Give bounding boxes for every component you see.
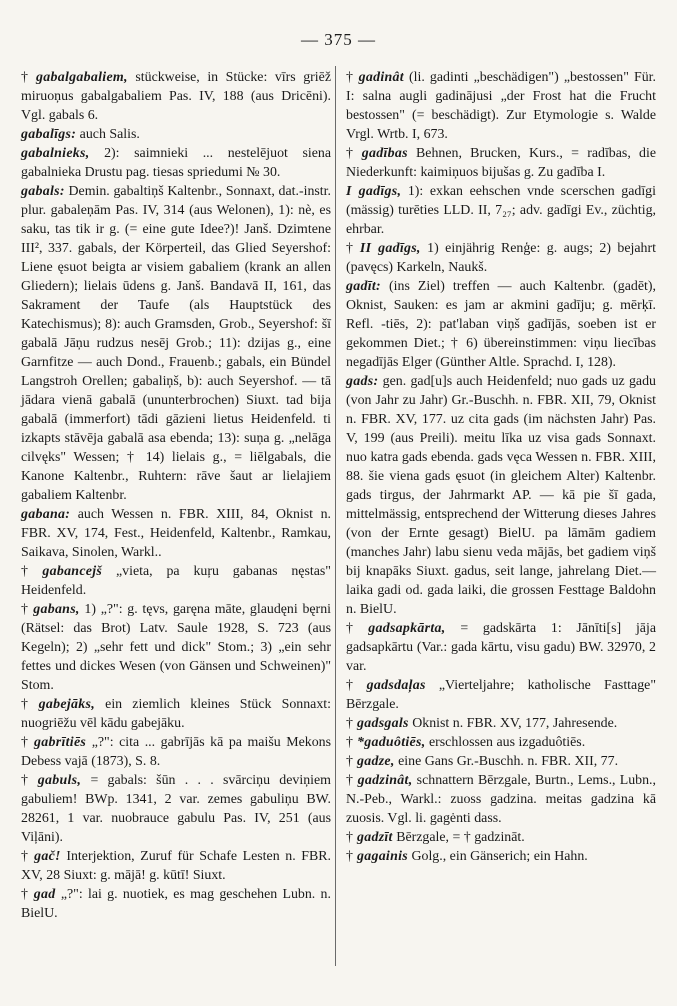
column-divider: [335, 66, 336, 966]
dagger-mark: †: [346, 754, 353, 769]
dagger-mark: †: [346, 146, 358, 161]
entry-body: Interjektion, Zuruf für Schafe Lesten n. FBR. XV, 28 Siuxt: g. mājā! g. kūtī! Siuxt.: [21, 849, 331, 883]
entry-body: „?": lai g. nuotiek, es mag geschehen Lubn. n. BielU.: [21, 887, 331, 921]
entry-headword: *gaduôtiēs,: [356, 735, 426, 750]
dictionary-entry: [346, 733, 656, 752]
dictionary-entry: [21, 771, 331, 847]
entry-body: gen. gad[u]s auch Heidenfeld; nuo gads uz gadu (von Jahr zu Jahr) Gr.-Buschh. n. FBR. XII, 79, Oknist n. FBR. XV, 177. uz cita gads (im nächsten Jahr) Pas. V, 199 (aus Preili). meitu līka uz visa gads Sonnaxt. nuo katra gads ebenda. gads vęca Wessen n. FBR. XIII, 88. šie viena gads ęsuot (in gleichem Alter) Kaltenbr. gads tirgus, der Jahrmarkt AP. — kā pie šī gada, mittelmässig, entsprechend der Witterung dieses Jahres (von der Ernte gesagt) BielU. pa lāmām gadiem (manches Jahr) labu sienu veda mājās, bet gadiem viņš bij knapāks Siuxt. gadus, seit lange, jahrelang Diet.— laika gadi od. gada laiki, die grossen Festtage Baldohn n. BielU.: [346, 374, 656, 617]
dagger-mark: †: [346, 830, 353, 845]
entry-headword: gač!: [34, 849, 61, 864]
entry-headword: gabancejš: [42, 564, 103, 579]
dictionary-entry: [346, 372, 656, 619]
entry-headword: gadīt:: [346, 279, 381, 294]
entry-headword: gabalīgs:: [21, 127, 77, 142]
dagger-mark: †: [21, 70, 33, 85]
entry-body: 1): exkan eehschen vnde scerschen gadīgi (mässig) turēties LLD. II, 7₂₇; adv. gadīgi Ev., züchtig, ehrbar.: [346, 184, 656, 237]
dictionary-entry: [21, 885, 331, 923]
entry-body: = gadskārta 1: Jānīti[s] jāja gadsapkārtu (Var.: gada kārtu, visu gadu) BW. 32970, 2 var.: [346, 621, 656, 674]
dagger-mark: †: [346, 735, 353, 750]
entry-headword: gad: [33, 887, 56, 902]
entry-body: Demin. gabaltiņš Kaltenbr., Sonnaxt, dat.-instr. plur. gabaleņām Pas. IV, 314 (aus Welonen), 1): nè, es saku, tas tik ir g. (= eine gute Idee?)! Janš. Dzimtene III², 337. gabals, der Körperteil, das Glied Seyershof: Liene ęsuot beigta ar visiem gabaliem (krank an allen Gliedern); lielais ūdens g. Janš. Bandavā II, 161, das Sakrament der Taufe (als Hauptstück des Katechismus); 8): auch Gramsden, Grob., Seyershof: šī gabalā Jāņu rudzus nesēj Grob.; 11): dzijas g., eine Garnfitze — auch Dond., Frauenb.; gabals, ein Bündel Langstroh Orellen; gabaliņš, b): auch Seyershof. — tā jādara vienā gabalā (ununterbrochen) Siuxt. tad bija gabalā (immerfort) tādi gāzieni lietus Heidenfeld. ti izkapts stāvēja gabalā asa ebenda; 13): suņa g. „nelāga cilvęks" Wessen; † 14) lielais g., = liēlgabals, die Kanone Kaltenbr., Ruhtern: rāve šaut ar lielajiem gabaliem Kaltenbr.: [21, 184, 331, 503]
entry-body: auch Wessen n. FBR. XIII, 84, Oknist n. FBR. XV, 174, Fest., Heidenfeld, Kaltenbr., Ramkau, Saikava, Sinolen, Warkl..: [21, 507, 332, 560]
dagger-mark: †: [346, 621, 365, 636]
entry-body: Behnen, Brucken, Kurs., = radības, die Niederkunft: kaimiņuos bijušas g. Zu gadība I.: [346, 146, 656, 180]
right-column: [346, 68, 656, 866]
dictionary-entry: [21, 695, 331, 733]
entry-body: = gabals: šūn . . . svārciņu deviņiem gabuliem! BWp. 1341, 2 var. zemes gabuliņu BW. 28261, 1 var. nuobrauce gabulu Pas. IV, 251 (aus Viļāni).: [21, 773, 331, 845]
dictionary-entry: [21, 68, 331, 125]
dictionary-entry: [346, 277, 656, 372]
dictionary-entry: [346, 714, 656, 733]
entry-headword: gabans,: [33, 602, 80, 617]
dagger-mark: †: [346, 716, 353, 731]
entry-headword: gadzīt: [356, 830, 393, 845]
dictionary-entry: [346, 771, 656, 828]
entry-headword: gagainis: [356, 849, 408, 864]
entry-headword: gadzinât,: [357, 773, 413, 788]
entry-body: schnattern Bērzgale, Burtn., Lems., Lubn., N.-Peb., Warkl.: zuoss gadzina. meitas gadzina kā zuosis. Vgl. li. gagėnti dass.: [346, 773, 656, 826]
entry-body: stückweise, in Stücke: vīrs griēž miruoņus gabalgabaliem Pas. IV, 188 (aus Dricēni). Vgl. gabals 6.: [21, 70, 331, 123]
entry-headword: gabals:: [21, 184, 65, 199]
dictionary-entry: [346, 676, 656, 714]
dagger-mark: †: [346, 849, 353, 864]
entry-headword: gadsgals: [356, 716, 409, 731]
entry-headword: gadsapkārta,: [368, 621, 446, 636]
dictionary-entry: [21, 125, 331, 144]
dictionary-entry: [21, 733, 331, 771]
dictionary-entry: [21, 562, 331, 600]
entry-headword: gadinât: [358, 70, 404, 85]
dagger-mark: †: [346, 678, 363, 693]
entry-headword: gabana:: [21, 507, 71, 522]
entry-body: Oknist n. FBR. XV, 177, Jahresende.: [412, 716, 618, 731]
entry-headword: gabuls,: [37, 773, 82, 788]
entry-body: 2): saimnieki ... nestelējuot siena gabalnieka Drustu pag. tiesas spriedumi № 30.: [21, 146, 331, 180]
dagger-mark: †: [21, 773, 34, 788]
entry-body: ein ziemlich kleines Stück Sonnaxt: nuogriēžu vēl kādu gabejāku.: [21, 697, 331, 731]
entry-body: Golg., ein Gänserich; ein Hahn.: [411, 849, 588, 864]
entry-body: eine Gans Gr.-Buschh. n. FBR. XII, 77.: [398, 754, 619, 769]
entry-headword: I gadīgs,: [346, 184, 402, 199]
entry-body: erschlossen aus izgaduôtiēs.: [428, 735, 586, 750]
entry-headword: II gadīgs,: [359, 241, 421, 256]
dagger-mark: †: [21, 887, 30, 902]
dictionary-entry: [346, 619, 656, 676]
page-number: — 375 —: [301, 30, 376, 49]
dictionary-entry: [21, 847, 331, 885]
dagger-mark: †: [21, 602, 30, 617]
left-column: [21, 68, 331, 923]
entry-body: (ins Ziel) treffen — auch Kaltenbr. (gadēt), Oknist, Sauken: es jam ar akmini gadīju; g. mērķī. Refl. -tiēs, 2): pat'laban viņš gadījās, soeben ist er gekommen Diet.; † 6) übereinstimmen: viņu liecības negadījās Elger (Günther Altle. Sprachd. I, 128).: [346, 279, 656, 370]
entry-headword: gadsdaļas: [366, 678, 426, 693]
entry-headword: gabejāks,: [38, 697, 95, 712]
dagger-mark: †: [21, 849, 31, 864]
dagger-mark: †: [21, 564, 39, 579]
dagger-mark: †: [346, 70, 355, 85]
entry-body: „Vierteljahre; katholische Fasttage" Bērzgale.: [346, 678, 656, 712]
dictionary-entry: [346, 144, 656, 182]
dictionary-entry: [21, 144, 331, 182]
dictionary-entry: [21, 600, 331, 695]
entry-body: auch Salis.: [79, 127, 140, 142]
dictionary-entry: [346, 182, 656, 239]
dictionary-entry: [346, 239, 656, 277]
entry-headword: gabalgabaliem,: [36, 70, 128, 85]
dictionary-entry: [346, 68, 656, 144]
entry-body: 1) „?": g. tęvs, garęna māte, glaudęni bęrni (Rätsel: das Brot) Latv. Saule 1928, S. 723 (aus Kegeln); 2) „sehr fett und dick" Stom.; 3) „ein sehr fettes und dickes Wesen (von Gänsen und Schweinen)" Stom.: [21, 602, 331, 693]
dagger-mark: †: [346, 773, 354, 788]
dictionary-entry: [346, 828, 656, 847]
entry-body: (li. gadinti „beschädigen") „bestossen" Für. I: salna augli gadinājusi „der Frost hat die Frucht bestossen" (= beschädigt). Zur Etymologie s. Walde Vrgl. Wrtb. I, 673.: [346, 70, 656, 142]
dagger-mark: †: [346, 241, 356, 256]
dictionary-entry: [346, 752, 656, 771]
entry-headword: gadze,: [356, 754, 395, 769]
entry-body: 1) einjährig Renģe: g. augs; 2) bejahrt (pavęcs) Karkeln, Naukš.: [346, 241, 656, 275]
entry-body: „vieta, pa kuŗu gabanas nęstas" Heidenfeld.: [21, 564, 331, 598]
dagger-mark: †: [21, 735, 31, 750]
entry-headword: gabalnieks,: [21, 146, 90, 161]
entry-body: Bērzgale, = † gadzināt.: [396, 830, 525, 845]
dictionary-entry: [21, 505, 331, 562]
entry-body: „?": cita ... gabrījās kā pa maišu Mekons Debess vajā (1873), S. 8.: [21, 735, 331, 769]
dictionary-entry: [346, 847, 656, 866]
entry-headword: gads:: [346, 374, 379, 389]
entry-headword: gadības: [361, 146, 408, 161]
entry-headword: gabrītiēs: [34, 735, 87, 750]
dagger-mark: †: [21, 697, 35, 712]
dictionary-entry: [21, 182, 331, 505]
